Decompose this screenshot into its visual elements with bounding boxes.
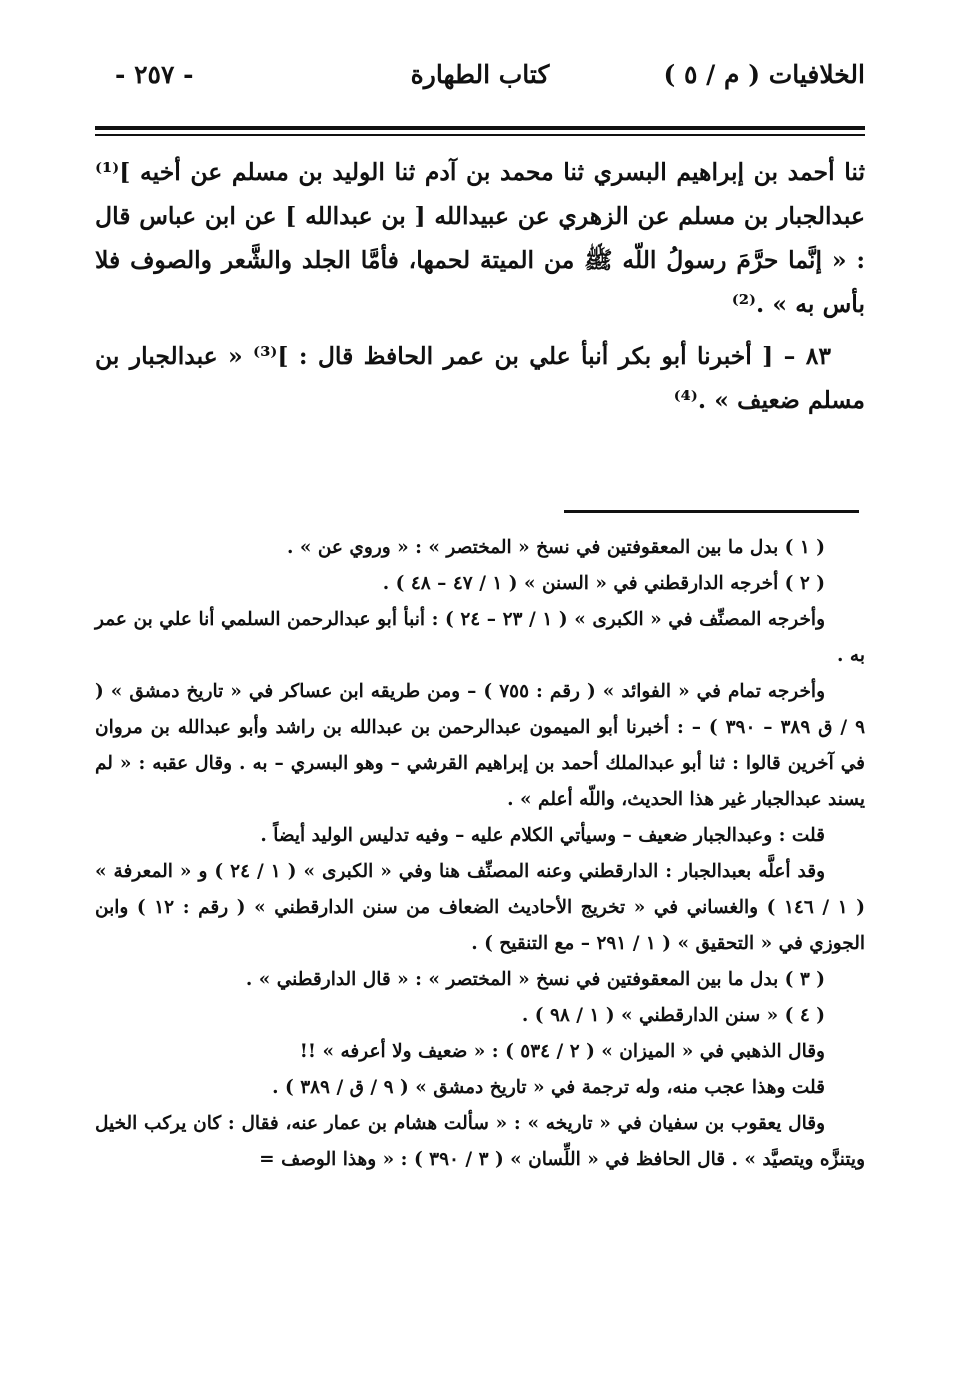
footnote-line: ( ٢ ) أخرجه الدارقطني في « السنن » ( ١ / ٤٧ – ٤٨ ) . [382,573,825,594]
footnote-line: وقد أعلَّه بعبدالجبار : الدارقطني وعنه المصنِّف هنا وفي « الكبرى » ( ١ / ٢٤ ) و « المعرفة » ( ١ / ١٤٦ ) والغساني في « تخريج الأحاديث الضعاف من سنن الدارقطني » ( رقم : ١٢ ) وابن الجوزي في « التحقيق » ( ١ / ٢٩١ – مع التنقيح ) . [95,861,865,954]
book-title: الخلافيات ( م / ٥ ) [663,60,865,89]
footnote-line: وأخرجه المصنِّف في « الكبرى » ( ١ / ٢٣ – ٢٤ ) : أنبأ أبو عبدالرحمن السلمي أنا علي بن عمر به . [95,609,865,666]
footnote-divider [564,510,859,513]
footnote-line: ( ١ ) بدل ما بين المعقوفتين في نسخ « المختصر » : « وروي عن » . [286,537,825,558]
footnote-line: وقال يعقوب بن سفيان في « تاريخه » : « سألت هشام بن عمار عنه، فقال : كان يركب الخيل ويتنزَّه ويتصيَّد » . قال الحافظ في « اللِّسان » ( ٣ / ٣٩٠ ) : « وهذا الوصف = [95,1113,865,1170]
section-title: كتاب الطهارة [410,60,550,89]
footnote-line: ( ٤ ) « سنن الدارقطني » ( ١ / ٩٨ ) . [521,1005,825,1026]
footnote-line: وقال الذهبي في « الميزان » ( ٢ / ٥٣٤ ) : « ضعيف ولا أعرفه » !! [299,1041,825,1062]
main-paragraph-1: ثنا أحمد بن إبراهيم البسري ثنا محمد بن آدم ثنا الوليد بن مسلم عن أخيه ]⁽¹⁾ عبدالجبار بن مسلم عن الزهري عن عبيدالله [ بن عبدالله ] عن ابن عباس قال : « إنَّما حرَّمَ رسولُ اللّه ﷺ من الميتة لحمها، فأمَّا الجلد والشَّعر والصوف فلا بأس به » .⁽²⁾ [95,158,865,318]
main-text [95,150,865,430]
footnote-line: وأخرجه تمام في « الفوائد » ( رقم : ٧٥٥ ) – ومن طريقه ابن عساكر في « تاريخ دمشق » ( ٩ / ق ٣٨٩ – ٣٩٠ ) – : أخبرنا أبو الميمون عبدالرحمن بن عبدالله بن راشد وأبو عبدالله بن مروان في آخرين قالوا : ثنا أبو عبدالملك أحمد بن إبراهيم القرشي – وهو البسري – به . وقال عقبه : « لم يسند عبدالجبار غير هذا الحديث، واللّه أعلم » . [95,681,866,810]
header-divider-thin [95,134,865,136]
page-header [95,52,865,102]
footnote-line: قلت وهذا عجب منه، وله ترجمة في « تاريخ دمشق » ( ٩ / ق / ٣٨٩ ) . [272,1077,825,1098]
header-divider-thick [95,126,865,130]
main-paragraph-2: ٨٣ – [ أخبرنا أبو بكر أنبأ علي بن عمر الحافظ قال : ]⁽³⁾ « عبدالجبار بن مسلم ضعيف » .⁽⁴⁾ [95,342,865,414]
footnote-line: ( ٣ ) بدل ما بين المعقوفتين في نسخ « المختصر » : « قال الدارقطني » . [245,969,825,990]
footnote-line: قلت : وعبدالجبار ضعيف – وسيأتي الكلام عليه – وفيه تدليس الوليد أيضاً . [260,825,825,846]
page-number: - ٢٥٧ - [115,60,194,89]
footnotes [95,530,865,1178]
